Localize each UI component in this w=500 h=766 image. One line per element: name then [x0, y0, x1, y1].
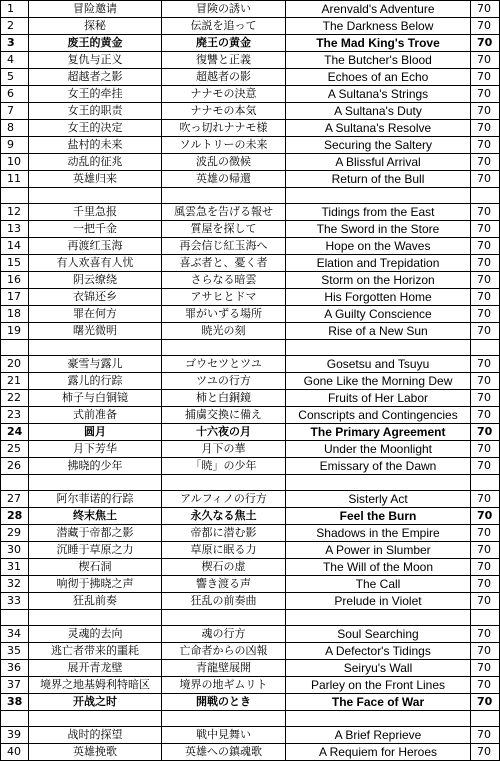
- quest-level-cell: 70: [471, 424, 500, 441]
- quest-level-cell: 70: [471, 373, 500, 390]
- quest-number-cell: 14: [1, 238, 29, 255]
- spacer-cell: [1, 188, 29, 204]
- quest-name-english-cell: A Sultana's Duty: [286, 103, 471, 120]
- quest-name-english-cell: Conscripts and Contingencies: [286, 407, 471, 424]
- quest-name-chinese-cell: 有人欢喜有人忧: [29, 255, 162, 272]
- quest-level-cell: 70: [471, 272, 500, 289]
- spacer-cell: [162, 340, 286, 356]
- quest-level-cell: 70: [471, 407, 500, 424]
- quest-number-cell: 6: [1, 86, 29, 103]
- quest-name-japanese-cell: 「暁」の少年: [162, 458, 286, 475]
- quest-number-cell: 12: [1, 204, 29, 221]
- quest-number-cell: 38: [1, 694, 29, 711]
- quest-row: [1, 221, 500, 238]
- quest-name-chinese-cell: 开战之时: [29, 694, 162, 711]
- quest-level-cell: 70: [471, 744, 500, 761]
- quest-row: [1, 508, 500, 525]
- quest-row: [1, 424, 500, 441]
- quest-name-japanese-cell: 開戦のとき: [162, 694, 286, 711]
- quest-level-cell: 70: [471, 441, 500, 458]
- quest-name-chinese-cell: 终末焦土: [29, 508, 162, 525]
- quest-name-chinese-cell: 阿尔菲诺的行踪: [29, 491, 162, 508]
- quest-number-cell: 26: [1, 458, 29, 475]
- quest-name-chinese-cell: 露儿的行踪: [29, 373, 162, 390]
- quest-table-body: [1, 1, 500, 761]
- quest-level-cell: 70: [471, 356, 500, 373]
- quest-row: [1, 373, 500, 390]
- quest-name-english-cell: The Will of the Moon: [286, 559, 471, 576]
- quest-number-cell: 1: [1, 1, 29, 18]
- quest-number-cell: 30: [1, 542, 29, 559]
- quest-number-cell: 28: [1, 508, 29, 525]
- quest-name-english-cell: Parley on the Front Lines: [286, 677, 471, 694]
- quest-row: [1, 576, 500, 593]
- quest-name-japanese-cell: 英雄の帰還: [162, 171, 286, 188]
- quest-level-cell: 70: [471, 727, 500, 744]
- spacer-cell: [471, 475, 500, 491]
- quest-row: [1, 171, 500, 188]
- quest-name-english-cell: A Guilty Conscience: [286, 306, 471, 323]
- quest-name-english-cell: Prelude in Violet: [286, 593, 471, 610]
- spacer-cell: [286, 711, 471, 727]
- quest-name-japanese-cell: 英雄への鎮魂歌: [162, 744, 286, 761]
- quest-name-english-cell: A Power in Slumber: [286, 542, 471, 559]
- quest-name-japanese-cell: 亡命者からの凶報: [162, 643, 286, 660]
- quest-name-japanese-cell: 境界の地ギムリト: [162, 677, 286, 694]
- quest-row: [1, 238, 500, 255]
- quest-name-chinese-cell: 复仇与正义: [29, 52, 162, 69]
- quest-name-chinese-cell: 盐村的未来: [29, 137, 162, 154]
- quest-name-english-cell: Seiryu's Wall: [286, 660, 471, 677]
- quest-name-english-cell: Sisterly Act: [286, 491, 471, 508]
- quest-number-cell: 13: [1, 221, 29, 238]
- quest-name-japanese-cell: 冒険の誘い: [162, 1, 286, 18]
- quest-name-english-cell: A Brief Reprieve: [286, 727, 471, 744]
- quest-name-english-cell: Shadows in the Empire: [286, 525, 471, 542]
- quest-number-cell: 4: [1, 52, 29, 69]
- quest-name-chinese-cell: 超越者之影: [29, 69, 162, 86]
- quest-name-chinese-cell: 楔石洞: [29, 559, 162, 576]
- quest-name-chinese-cell: 圆月: [29, 424, 162, 441]
- quest-number-cell: 29: [1, 525, 29, 542]
- quest-name-english-cell: Return of the Bull: [286, 171, 471, 188]
- quest-level-cell: 70: [471, 238, 500, 255]
- quest-row: [1, 727, 500, 744]
- quest-name-japanese-cell: 帝都に潜む影: [162, 525, 286, 542]
- quest-level-cell: 70: [471, 154, 500, 171]
- quest-name-english-cell: A Defector's Tidings: [286, 643, 471, 660]
- spacer-cell: [1, 475, 29, 491]
- quest-row: [1, 137, 500, 154]
- spacer-cell: [1, 711, 29, 727]
- spacer-cell: [1, 340, 29, 356]
- quest-number-cell: 36: [1, 660, 29, 677]
- quest-number-cell: 31: [1, 559, 29, 576]
- quest-name-japanese-cell: 伝説を追って: [162, 18, 286, 35]
- quest-level-cell: 70: [471, 643, 500, 660]
- quest-level-cell: 70: [471, 390, 500, 407]
- spacer-cell: [29, 340, 162, 356]
- quest-name-english-cell: Gosetsu and Tsuyu: [286, 356, 471, 373]
- quest-level-cell: 70: [471, 677, 500, 694]
- quest-level-cell: 70: [471, 120, 500, 137]
- quest-row: [1, 272, 500, 289]
- quest-name-japanese-cell: 質屋を探して: [162, 221, 286, 238]
- quest-level-cell: 70: [471, 69, 500, 86]
- spacer-cell: [29, 711, 162, 727]
- quest-row: [1, 69, 500, 86]
- quest-row: [1, 103, 500, 120]
- quest-name-english-cell: Emissary of the Dawn: [286, 458, 471, 475]
- quest-name-english-cell: A Blissful Arrival: [286, 154, 471, 171]
- quest-number-cell: 33: [1, 593, 29, 610]
- quest-row: [1, 120, 500, 137]
- quest-level-cell: 70: [471, 52, 500, 69]
- spacer-cell: [162, 711, 286, 727]
- spacer-cell: [286, 610, 471, 626]
- quest-number-cell: 8: [1, 120, 29, 137]
- quest-row: [1, 559, 500, 576]
- quest-name-japanese-cell: さらなる暗雲: [162, 272, 286, 289]
- quest-level-cell: 70: [471, 289, 500, 306]
- section-spacer-row: [1, 610, 500, 626]
- section-spacer-row: [1, 475, 500, 491]
- quest-name-english-cell: Rise of a New Sun: [286, 323, 471, 340]
- quest-number-cell: 32: [1, 576, 29, 593]
- quest-name-japanese-cell: ナナモの決意: [162, 86, 286, 103]
- quest-row: [1, 660, 500, 677]
- quest-number-cell: 19: [1, 323, 29, 340]
- quest-name-japanese-cell: 草原に眠る力: [162, 542, 286, 559]
- quest-level-cell: 70: [471, 559, 500, 576]
- quest-level-cell: 70: [471, 542, 500, 559]
- quest-row: [1, 491, 500, 508]
- quest-name-english-cell: A Requiem for Heroes: [286, 744, 471, 761]
- quest-name-chinese-cell: 千里急报: [29, 204, 162, 221]
- quest-number-cell: 37: [1, 677, 29, 694]
- quest-level-cell: 70: [471, 525, 500, 542]
- quest-level-cell: 70: [471, 458, 500, 475]
- quest-name-japanese-cell: 廃王の黄金: [162, 35, 286, 52]
- quest-name-japanese-cell: 青龍壁展開: [162, 660, 286, 677]
- spacer-cell: [162, 188, 286, 204]
- quest-row: [1, 525, 500, 542]
- quest-name-japanese-cell: 柿と白銅鏡: [162, 390, 286, 407]
- quest-level-cell: 70: [471, 1, 500, 18]
- quest-name-chinese-cell: 逃亡者带来的噩耗: [29, 643, 162, 660]
- quest-name-chinese-cell: 拂晓的少年: [29, 458, 162, 475]
- spacer-cell: [162, 475, 286, 491]
- quest-number-cell: 11: [1, 171, 29, 188]
- quest-level-cell: 70: [471, 660, 500, 677]
- quest-name-chinese-cell: 曙光微明: [29, 323, 162, 340]
- quest-row: [1, 744, 500, 761]
- quest-level-cell: 70: [471, 626, 500, 643]
- quest-name-english-cell: Securing the Saltery: [286, 137, 471, 154]
- quest-name-english-cell: Gone Like the Morning Dew: [286, 373, 471, 390]
- section-spacer-row: [1, 188, 500, 204]
- quest-level-cell: 70: [471, 306, 500, 323]
- quest-name-japanese-cell: 楔石の虚: [162, 559, 286, 576]
- quest-name-japanese-cell: ソルトリーの未来: [162, 137, 286, 154]
- quest-name-chinese-cell: 罪在何方: [29, 306, 162, 323]
- quest-row: [1, 86, 500, 103]
- quest-level-cell: 70: [471, 255, 500, 272]
- spacer-cell: [29, 475, 162, 491]
- quest-name-japanese-cell: 月下の華: [162, 441, 286, 458]
- quest-name-japanese-cell: 吹っ切れナナモ様: [162, 120, 286, 137]
- quest-name-chinese-cell: 女王的职责: [29, 103, 162, 120]
- quest-name-english-cell: Echoes of an Echo: [286, 69, 471, 86]
- quest-name-chinese-cell: 沉睡于草原之力: [29, 542, 162, 559]
- quest-name-chinese-cell: 英雄挽歌: [29, 744, 162, 761]
- section-spacer-row: [1, 711, 500, 727]
- quest-name-english-cell: The Darkness Below: [286, 18, 471, 35]
- quest-row: [1, 255, 500, 272]
- quest-row: [1, 356, 500, 373]
- quest-name-english-cell: Under the Moonlight: [286, 441, 471, 458]
- quest-number-cell: 3: [1, 35, 29, 52]
- quest-name-english-cell: A Sultana's Strings: [286, 86, 471, 103]
- quest-name-english-cell: A Sultana's Resolve: [286, 120, 471, 137]
- quest-name-japanese-cell: 復讐と正義: [162, 52, 286, 69]
- quest-row: [1, 52, 500, 69]
- quest-number-cell: 40: [1, 744, 29, 761]
- quest-number-cell: 24: [1, 424, 29, 441]
- quest-name-chinese-cell: 潜藏于帝都之影: [29, 525, 162, 542]
- quest-name-chinese-cell: 英雄归来: [29, 171, 162, 188]
- quest-name-japanese-cell: 罪がいずる場所: [162, 306, 286, 323]
- quest-row: [1, 458, 500, 475]
- quest-row: [1, 306, 500, 323]
- quest-number-cell: 7: [1, 103, 29, 120]
- quest-row: [1, 593, 500, 610]
- quest-name-chinese-cell: 女王的决定: [29, 120, 162, 137]
- quest-name-japanese-cell: 魂の行方: [162, 626, 286, 643]
- quest-number-cell: 22: [1, 390, 29, 407]
- quest-row: [1, 694, 500, 711]
- quest-row: [1, 643, 500, 660]
- quest-number-cell: 23: [1, 407, 29, 424]
- quest-level-cell: 70: [471, 323, 500, 340]
- quest-name-japanese-cell: 喜ぶ者と、憂く者: [162, 255, 286, 272]
- quest-name-english-cell: The Call: [286, 576, 471, 593]
- quest-name-japanese-cell: ツユの行方: [162, 373, 286, 390]
- quest-level-cell: 70: [471, 35, 500, 52]
- quest-name-chinese-cell: 衣锦还乡: [29, 289, 162, 306]
- spacer-cell: [471, 340, 500, 356]
- quest-name-english-cell: The Sword in the Store: [286, 221, 471, 238]
- quest-name-japanese-cell: 波乱の徴候: [162, 154, 286, 171]
- spacer-cell: [162, 610, 286, 626]
- quest-level-cell: 70: [471, 593, 500, 610]
- quest-name-chinese-cell: 灵魂的去向: [29, 626, 162, 643]
- quest-name-chinese-cell: 战时的探望: [29, 727, 162, 744]
- quest-name-english-cell: Tidings from the East: [286, 204, 471, 221]
- quest-level-cell: 70: [471, 508, 500, 525]
- quest-name-english-cell: Elation and Trepidation: [286, 255, 471, 272]
- quest-name-chinese-cell: 废王的黄金: [29, 35, 162, 52]
- quest-number-cell: 15: [1, 255, 29, 272]
- quest-level-cell: 70: [471, 576, 500, 593]
- quest-name-japanese-cell: ゴウセツとツユ: [162, 356, 286, 373]
- quest-name-chinese-cell: 响彻于拂晓之声: [29, 576, 162, 593]
- quest-row: [1, 35, 500, 52]
- quest-level-cell: 70: [471, 491, 500, 508]
- quest-row: [1, 154, 500, 171]
- quest-level-cell: 70: [471, 86, 500, 103]
- quest-name-english-cell: The Primary Agreement: [286, 424, 471, 441]
- quest-name-english-cell: Storm on the Horizon: [286, 272, 471, 289]
- quest-number-cell: 27: [1, 491, 29, 508]
- spacer-cell: [471, 610, 500, 626]
- quest-level-cell: 70: [471, 171, 500, 188]
- quest-name-chinese-cell: 再渡红玉海: [29, 238, 162, 255]
- quest-name-japanese-cell: 超越者の影: [162, 69, 286, 86]
- quest-name-japanese-cell: 永久なる焦土: [162, 508, 286, 525]
- quest-number-cell: 5: [1, 69, 29, 86]
- quest-name-english-cell: Soul Searching: [286, 626, 471, 643]
- quest-number-cell: 34: [1, 626, 29, 643]
- quest-name-chinese-cell: 展开青龙壁: [29, 660, 162, 677]
- quest-number-cell: 9: [1, 137, 29, 154]
- quest-row: [1, 441, 500, 458]
- quest-name-chinese-cell: 一把千金: [29, 221, 162, 238]
- quest-number-cell: 21: [1, 373, 29, 390]
- quest-name-chinese-cell: 狂乱前奏: [29, 593, 162, 610]
- quest-name-chinese-cell: 阴云缭绕: [29, 272, 162, 289]
- quest-level-cell: 70: [471, 103, 500, 120]
- quest-name-chinese-cell: 柿子与白铜镜: [29, 390, 162, 407]
- quest-level-cell: 70: [471, 18, 500, 35]
- quest-row: [1, 323, 500, 340]
- section-spacer-row: [1, 340, 500, 356]
- quest-name-japanese-cell: 狂乱の前奏曲: [162, 593, 286, 610]
- spacer-cell: [471, 711, 500, 727]
- quest-name-english-cell: Fruits of Her Labor: [286, 390, 471, 407]
- quest-name-english-cell: The Butcher's Blood: [286, 52, 471, 69]
- spacer-cell: [29, 188, 162, 204]
- quest-row: [1, 542, 500, 559]
- quest-level-cell: 70: [471, 204, 500, 221]
- quest-name-japanese-cell: ナナモの本気: [162, 103, 286, 120]
- spacer-cell: [286, 188, 471, 204]
- quest-name-chinese-cell: 式前准备: [29, 407, 162, 424]
- quest-name-english-cell: Arenvald's Adventure: [286, 1, 471, 18]
- quest-number-cell: 18: [1, 306, 29, 323]
- quest-name-japanese-cell: 戦中見舞い: [162, 727, 286, 744]
- quest-name-english-cell: The Mad King's Trove: [286, 35, 471, 52]
- quest-name-japanese-cell: 風雲急を告げる報せ: [162, 204, 286, 221]
- quest-number-cell: 10: [1, 154, 29, 171]
- quest-name-japanese-cell: 暁光の刻: [162, 323, 286, 340]
- quest-level-cell: 70: [471, 221, 500, 238]
- quest-name-chinese-cell: 冒险邀请: [29, 1, 162, 18]
- spacer-cell: [29, 610, 162, 626]
- quest-row: [1, 18, 500, 35]
- quest-number-cell: 35: [1, 643, 29, 660]
- spacer-cell: [471, 188, 500, 204]
- quest-name-chinese-cell: 动乱的征兆: [29, 154, 162, 171]
- quest-row: [1, 1, 500, 18]
- quest-name-japanese-cell: 響き渡る声: [162, 576, 286, 593]
- quest-row: [1, 677, 500, 694]
- quest-name-chinese-cell: 女王的牵挂: [29, 86, 162, 103]
- quest-row: [1, 204, 500, 221]
- quest-name-chinese-cell: 探秘: [29, 18, 162, 35]
- quest-number-cell: 16: [1, 272, 29, 289]
- quest-name-chinese-cell: 豪雪与露儿: [29, 356, 162, 373]
- quest-name-english-cell: The Face of War: [286, 694, 471, 711]
- quest-level-cell: 70: [471, 137, 500, 154]
- quest-name-english-cell: His Forgotten Home: [286, 289, 471, 306]
- quest-name-japanese-cell: 再会信じ紅玉海へ: [162, 238, 286, 255]
- quest-row: [1, 626, 500, 643]
- quest-number-cell: 20: [1, 356, 29, 373]
- quest-row: [1, 407, 500, 424]
- quest-name-japanese-cell: 十六夜の月: [162, 424, 286, 441]
- spacer-cell: [286, 475, 471, 491]
- quest-name-japanese-cell: アルフィノの行方: [162, 491, 286, 508]
- quest-name-english-cell: Feel the Burn: [286, 508, 471, 525]
- quest-number-cell: 25: [1, 441, 29, 458]
- quest-row: [1, 289, 500, 306]
- spacer-cell: [1, 610, 29, 626]
- quest-name-japanese-cell: 捕虜交換に備え: [162, 407, 286, 424]
- quest-number-cell: 2: [1, 18, 29, 35]
- quest-name-chinese-cell: 月下芳华: [29, 441, 162, 458]
- quest-name-japanese-cell: アサヒとドマ: [162, 289, 286, 306]
- spacer-cell: [286, 340, 471, 356]
- quest-name-chinese-cell: 境界之地基姆利特暗区: [29, 677, 162, 694]
- quest-level-cell: 70: [471, 694, 500, 711]
- quest-number-cell: 17: [1, 289, 29, 306]
- quest-number-cell: 39: [1, 727, 29, 744]
- quest-row: [1, 390, 500, 407]
- quest-name-english-cell: Hope on the Waves: [286, 238, 471, 255]
